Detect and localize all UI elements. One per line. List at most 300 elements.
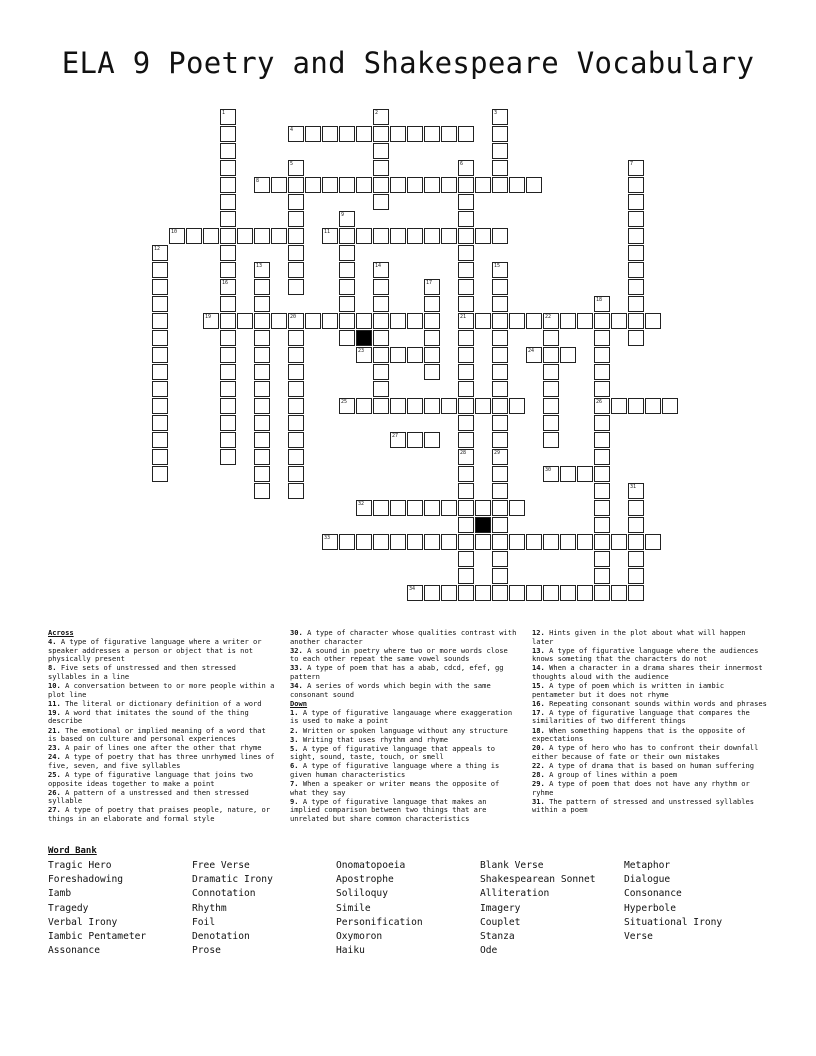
grid-number: 32: [358, 501, 365, 507]
grid-cell[interactable]: [152, 432, 168, 448]
word-bank-item: Imagery: [480, 902, 521, 914]
grid-cell[interactable]: [492, 466, 508, 482]
grid-cell[interactable]: [560, 347, 576, 363]
grid-cell[interactable]: [220, 330, 236, 346]
grid-cell[interactable]: [441, 126, 457, 142]
grid-cell[interactable]: [628, 296, 644, 312]
grid-cell[interactable]: [373, 347, 389, 363]
grid-cell[interactable]: [458, 177, 474, 193]
grid-number: 29: [494, 450, 501, 456]
grid-cell[interactable]: [475, 534, 491, 550]
grid-cell[interactable]: [628, 194, 644, 210]
grid-cell[interactable]: [628, 534, 644, 550]
grid-cell[interactable]: [220, 177, 236, 193]
grid-cell[interactable]: [560, 313, 576, 329]
grid-cell[interactable]: [458, 500, 474, 516]
grid-cell[interactable]: [288, 415, 304, 431]
grid-cell[interactable]: [152, 466, 168, 482]
grid-cell[interactable]: [543, 585, 559, 601]
grid-cell[interactable]: [492, 517, 508, 533]
grid-cell[interactable]: [288, 228, 304, 244]
grid-cell[interactable]: [407, 313, 423, 329]
grid-cell[interactable]: [288, 364, 304, 380]
grid-number: 23: [358, 348, 365, 354]
grid-cell[interactable]: [543, 330, 559, 346]
grid-cell[interactable]: [628, 398, 644, 414]
grid-cell[interactable]: [152, 364, 168, 380]
grid-cell[interactable]: [424, 432, 440, 448]
grid-cell[interactable]: [577, 534, 593, 550]
grid-cell[interactable]: [492, 126, 508, 142]
grid-cell[interactable]: [288, 398, 304, 414]
grid-cell[interactable]: [356, 126, 372, 142]
grid-cell[interactable]: [356, 228, 372, 244]
word-bank-item: Haiku: [336, 945, 365, 957]
grid-cell[interactable]: [373, 398, 389, 414]
grid-cell[interactable]: [254, 228, 270, 244]
grid-cell[interactable]: [288, 194, 304, 210]
grid-cell[interactable]: [594, 415, 610, 431]
grid-cell[interactable]: [458, 415, 474, 431]
grid-cell[interactable]: [373, 228, 389, 244]
grid-cell[interactable]: [254, 466, 270, 482]
clue-text: A type of figurative language where a thing is given human characteristics: [290, 761, 500, 779]
word-bank-item: Couplet: [480, 916, 521, 928]
grid-cell[interactable]: [339, 534, 355, 550]
grid-cell[interactable]: [492, 432, 508, 448]
grid-cell[interactable]: [220, 228, 236, 244]
grid-cell[interactable]: [373, 296, 389, 312]
grid-cell[interactable]: [475, 585, 491, 601]
grid-cell[interactable]: [373, 143, 389, 159]
grid-cell[interactable]: [594, 330, 610, 346]
grid-cell[interactable]: [373, 177, 389, 193]
clue-text: A sound in poetry where two or more words close to each other repeat the same vowel sounds: [290, 645, 508, 664]
grid-cell[interactable]: [441, 500, 457, 516]
grid-cell[interactable]: [186, 228, 202, 244]
grid-cell[interactable]: [594, 466, 610, 482]
grid-cell[interactable]: [288, 432, 304, 448]
grid-number: 5: [290, 161, 294, 167]
grid-cell[interactable]: [373, 381, 389, 397]
grid-cell[interactable]: [220, 126, 236, 142]
grid-cell[interactable]: [458, 245, 474, 261]
grid-cell[interactable]: [441, 585, 457, 601]
grid-cell[interactable]: [220, 398, 236, 414]
grid-cell[interactable]: [373, 160, 389, 176]
grid-cell[interactable]: [254, 347, 270, 363]
grid-cell[interactable]: [424, 177, 440, 193]
grid-cell[interactable]: [458, 347, 474, 363]
grid-cell[interactable]: [492, 551, 508, 567]
grid-cell[interactable]: [458, 585, 474, 601]
grid-cell[interactable]: [628, 551, 644, 567]
clue-text: A conversation between to or more people within a plot line: [48, 681, 275, 699]
grid-cell[interactable]: [628, 500, 644, 516]
grid-cell[interactable]: [526, 177, 542, 193]
grid-cell[interactable]: [611, 398, 627, 414]
grid-cell[interactable]: [356, 313, 372, 329]
clue-text: A type of figurative language that joins two opposite ideas together to make a point: [48, 770, 253, 788]
grid-cell[interactable]: [152, 415, 168, 431]
grid-cell[interactable]: [254, 330, 270, 346]
grid-cell[interactable]: [458, 279, 474, 295]
grid-cell[interactable]: [458, 126, 474, 142]
grid-cell[interactable]: [424, 330, 440, 346]
grid-cell[interactable]: [492, 534, 508, 550]
word-bank: [48, 859, 788, 957]
grid-cell[interactable]: [254, 313, 270, 329]
grid-cell[interactable]: [220, 296, 236, 312]
grid-cell[interactable]: [594, 347, 610, 363]
grid-cell[interactable]: [254, 364, 270, 380]
grid-cell[interactable]: [152, 347, 168, 363]
grid-cell[interactable]: [220, 160, 236, 176]
grid-cell[interactable]: [339, 177, 355, 193]
down-clue: [532, 647, 768, 664]
grid-cell[interactable]: [492, 313, 508, 329]
grid-cell[interactable]: [424, 398, 440, 414]
grid-cell[interactable]: [441, 398, 457, 414]
grid-cell[interactable]: [356, 177, 372, 193]
grid-cell[interactable]: [254, 381, 270, 397]
grid-cell[interactable]: [594, 449, 610, 465]
grid-cell[interactable]: [390, 398, 406, 414]
grid-cell[interactable]: [662, 398, 678, 414]
grid-cell[interactable]: [152, 381, 168, 397]
grid-cell[interactable]: [509, 585, 525, 601]
grid-cell[interactable]: [220, 194, 236, 210]
grid-cell[interactable]: [611, 313, 627, 329]
grid-cell[interactable]: [339, 279, 355, 295]
grid-cell[interactable]: [390, 347, 406, 363]
grid-cell[interactable]: [628, 228, 644, 244]
grid-cell[interactable]: [441, 177, 457, 193]
clue-number: 1.: [290, 707, 299, 717]
grid-cell[interactable]: [373, 126, 389, 142]
grid-cell[interactable]: [288, 381, 304, 397]
grid-cell[interactable]: [373, 279, 389, 295]
grid-cell[interactable]: [288, 330, 304, 346]
grid-cell[interactable]: [526, 534, 542, 550]
word-bank-item: Foreshadowing: [48, 874, 124, 886]
across-clue: [290, 647, 518, 664]
grid-cell[interactable]: [254, 279, 270, 295]
grid-cell[interactable]: [271, 313, 287, 329]
clue-text: The pattern of stressed and unstressed syllables within a poem: [532, 796, 755, 815]
grid-cell[interactable]: [407, 398, 423, 414]
grid-cell[interactable]: [254, 483, 270, 499]
grid-cell[interactable]: [424, 500, 440, 516]
grid-cell[interactable]: [390, 126, 406, 142]
grid-cell[interactable]: [424, 534, 440, 550]
grid-cell[interactable]: [322, 313, 338, 329]
grid-cell[interactable]: [458, 296, 474, 312]
grid-cell[interactable]: [339, 330, 355, 346]
grid-cell[interactable]: [373, 194, 389, 210]
grid-cell[interactable]: [560, 534, 576, 550]
grid-cell[interactable]: [254, 432, 270, 448]
clue-number: 18.: [532, 725, 545, 735]
grid-cell[interactable]: [475, 228, 491, 244]
grid-cell[interactable]: [407, 432, 423, 448]
grid-cell[interactable]: [628, 585, 644, 601]
grid-cell[interactable]: [339, 245, 355, 261]
grid-cell[interactable]: [492, 585, 508, 601]
across-clue: [48, 789, 276, 806]
grid-cell[interactable]: [543, 432, 559, 448]
grid-cell[interactable]: [390, 534, 406, 550]
grid-cell[interactable]: [594, 500, 610, 516]
grid-cell[interactable]: [628, 177, 644, 193]
grid-cell[interactable]: [152, 296, 168, 312]
grid-cell[interactable]: [305, 313, 321, 329]
grid-cell[interactable]: [458, 330, 474, 346]
grid-cell[interactable]: [322, 126, 338, 142]
grid-cell[interactable]: [390, 500, 406, 516]
grid-cell[interactable]: [492, 381, 508, 397]
grid-cell[interactable]: [407, 534, 423, 550]
grid-cell[interactable]: [407, 347, 423, 363]
grid-cell[interactable]: [220, 262, 236, 278]
grid-cell[interactable]: [254, 398, 270, 414]
grid-cell[interactable]: [645, 534, 661, 550]
grid-cell[interactable]: [305, 177, 321, 193]
grid-cell[interactable]: [424, 126, 440, 142]
grid-cell[interactable]: [390, 228, 406, 244]
grid-cell[interactable]: [628, 279, 644, 295]
grid-cell[interactable]: [390, 313, 406, 329]
grid-cell[interactable]: [356, 398, 372, 414]
clue-text: A pair of lines one after the other that rhyme: [60, 743, 262, 753]
grid-cell[interactable]: [407, 228, 423, 244]
grid-cell[interactable]: [441, 228, 457, 244]
grid-cell[interactable]: [390, 177, 406, 193]
grid-cell[interactable]: [628, 313, 644, 329]
grid-cell[interactable]: [305, 126, 321, 142]
grid-cell[interactable]: [458, 381, 474, 397]
grid-cell[interactable]: [220, 381, 236, 397]
grid-cell[interactable]: [458, 398, 474, 414]
grid-cell[interactable]: [492, 330, 508, 346]
grid-cell[interactable]: [237, 313, 253, 329]
down-clue: [290, 745, 518, 762]
grid-cell[interactable]: [441, 534, 457, 550]
grid-cell[interactable]: [220, 347, 236, 363]
grid-cell[interactable]: [492, 568, 508, 584]
grid-cell[interactable]: [492, 415, 508, 431]
grid-cell[interactable]: [645, 313, 661, 329]
grid-cell[interactable]: [577, 585, 593, 601]
grid-cell[interactable]: [611, 585, 627, 601]
grid-cell[interactable]: [152, 262, 168, 278]
grid-cell[interactable]: [492, 500, 508, 516]
grid-cell[interactable]: [152, 330, 168, 346]
grid-cell[interactable]: [203, 228, 219, 244]
grid-cell[interactable]: [339, 262, 355, 278]
grid-cell[interactable]: [628, 245, 644, 261]
grid-cell[interactable]: [543, 398, 559, 414]
grid-cell[interactable]: [509, 313, 525, 329]
clue-number: 23.: [48, 743, 61, 753]
grid-cell[interactable]: [458, 432, 474, 448]
grid-cell[interactable]: [407, 500, 423, 516]
grid-cell[interactable]: [628, 517, 644, 533]
grid-cell[interactable]: [492, 160, 508, 176]
grid-cell[interactable]: [220, 211, 236, 227]
grid-cell[interactable]: [526, 313, 542, 329]
grid-cell[interactable]: [424, 296, 440, 312]
grid-number: 13: [256, 263, 263, 269]
grid-cell[interactable]: [424, 313, 440, 329]
grid-cell[interactable]: [594, 313, 610, 329]
grid-cell[interactable]: [288, 279, 304, 295]
grid-cell[interactable]: [458, 211, 474, 227]
grid-cell[interactable]: [424, 585, 440, 601]
grid-cell[interactable]: [492, 347, 508, 363]
clue-number: 6.: [290, 761, 299, 771]
grid-cell[interactable]: [271, 228, 287, 244]
grid-cell[interactable]: [339, 126, 355, 142]
grid-cell[interactable]: [509, 534, 525, 550]
grid-cell[interactable]: [458, 364, 474, 380]
grid-cell[interactable]: [373, 330, 389, 346]
grid-cell[interactable]: [220, 245, 236, 261]
grid-cell[interactable]: [475, 398, 491, 414]
grid-cell[interactable]: [254, 296, 270, 312]
grid-cell[interactable]: [560, 466, 576, 482]
grid-cell[interactable]: [594, 364, 610, 380]
grid-cell[interactable]: [152, 279, 168, 295]
grid-cell[interactable]: [492, 228, 508, 244]
grid-cell[interactable]: [509, 500, 525, 516]
grid-cell[interactable]: [458, 262, 474, 278]
grid-cell[interactable]: [152, 313, 168, 329]
grid-cell[interactable]: [220, 432, 236, 448]
grid-cell[interactable]: [594, 551, 610, 567]
grid-cell[interactable]: [594, 534, 610, 550]
grid-cell[interactable]: [543, 381, 559, 397]
grid-cell[interactable]: [628, 330, 644, 346]
grid-cell[interactable]: [594, 381, 610, 397]
grid-cell[interactable]: [254, 449, 270, 465]
grid-cell[interactable]: [492, 143, 508, 159]
word-bank-item: Shakespearean Sonnet: [480, 874, 596, 886]
grid-cell[interactable]: [492, 483, 508, 499]
grid-cell[interactable]: [220, 313, 236, 329]
grid-cell[interactable]: [373, 500, 389, 516]
grid-cell[interactable]: [220, 449, 236, 465]
grid-cell[interactable]: [288, 245, 304, 261]
grid-cell[interactable]: [645, 398, 661, 414]
grid-cell[interactable]: [254, 415, 270, 431]
grid-cell[interactable]: [475, 313, 491, 329]
grid-cell[interactable]: [577, 466, 593, 482]
grid-cell[interactable]: [492, 398, 508, 414]
clue-text: Hints given in the plot about what will happen later: [532, 628, 746, 646]
grid-cell[interactable]: [594, 568, 610, 584]
grid-cell[interactable]: [288, 211, 304, 227]
grid-cell[interactable]: [594, 585, 610, 601]
word-bank-item: Metaphor: [624, 860, 671, 871]
grid-cell[interactable]: [492, 279, 508, 295]
grid-cell[interactable]: [288, 449, 304, 465]
grid-cell[interactable]: [458, 483, 474, 499]
grid-cell[interactable]: [628, 568, 644, 584]
grid-cell[interactable]: [407, 126, 423, 142]
grid-cell[interactable]: [526, 585, 542, 601]
grid-cell[interactable]: [288, 262, 304, 278]
grid-cell[interactable]: [458, 568, 474, 584]
grid-cell[interactable]: [220, 415, 236, 431]
grid-cell[interactable]: [509, 177, 525, 193]
grid-cell[interactable]: [577, 313, 593, 329]
grid-cell[interactable]: [339, 313, 355, 329]
grid-cell[interactable]: [424, 347, 440, 363]
grid-cell[interactable]: [339, 228, 355, 244]
grid-cell[interactable]: [373, 313, 389, 329]
grid-cell[interactable]: [594, 483, 610, 499]
clue-number: 8.: [48, 663, 57, 673]
grid-cell[interactable]: [492, 296, 508, 312]
grid-cell[interactable]: [356, 534, 372, 550]
grid-cell[interactable]: [237, 228, 253, 244]
grid-cell[interactable]: [458, 194, 474, 210]
grid-cell[interactable]: [458, 534, 474, 550]
grid-cell[interactable]: [339, 296, 355, 312]
grid-cell[interactable]: [288, 483, 304, 499]
grid-cell[interactable]: [373, 534, 389, 550]
grid-cell[interactable]: [424, 364, 440, 380]
grid-cell[interactable]: [543, 415, 559, 431]
grid-number: 18: [596, 297, 603, 303]
grid-cell[interactable]: [288, 177, 304, 193]
grid-cell[interactable]: [220, 143, 236, 159]
grid-cell[interactable]: [560, 585, 576, 601]
grid-cell[interactable]: [424, 228, 440, 244]
grid-cell[interactable]: [322, 177, 338, 193]
grid-cell[interactable]: [628, 262, 644, 278]
grid-cell[interactable]: [458, 466, 474, 482]
grid-cell[interactable]: [152, 398, 168, 414]
grid-cell[interactable]: [543, 364, 559, 380]
grid-cell[interactable]: [594, 517, 610, 533]
grid-cell[interactable]: [271, 177, 287, 193]
grid-cell[interactable]: [458, 517, 474, 533]
grid-cell[interactable]: [509, 398, 525, 414]
grid-cell[interactable]: [611, 534, 627, 550]
grid-cell[interactable]: [492, 364, 508, 380]
grid-cell[interactable]: [492, 177, 508, 193]
grid-cell[interactable]: [373, 364, 389, 380]
grid-cell[interactable]: [288, 466, 304, 482]
grid-cell[interactable]: [543, 347, 559, 363]
grid-cell[interactable]: [458, 228, 474, 244]
grid-cell[interactable]: [594, 432, 610, 448]
grid-cell[interactable]: [475, 500, 491, 516]
clue-number: 26.: [48, 787, 61, 797]
word-bank-item: Ode: [480, 945, 498, 957]
grid-cell[interactable]: [220, 364, 236, 380]
grid-cell[interactable]: [458, 551, 474, 567]
grid-cell[interactable]: [152, 449, 168, 465]
grid-cell[interactable]: [628, 211, 644, 227]
grid-cell[interactable]: [407, 177, 423, 193]
grid-cell[interactable]: [288, 347, 304, 363]
grid-number: 33: [324, 535, 331, 541]
grid-cell[interactable]: [543, 534, 559, 550]
grid-cell[interactable]: [475, 177, 491, 193]
